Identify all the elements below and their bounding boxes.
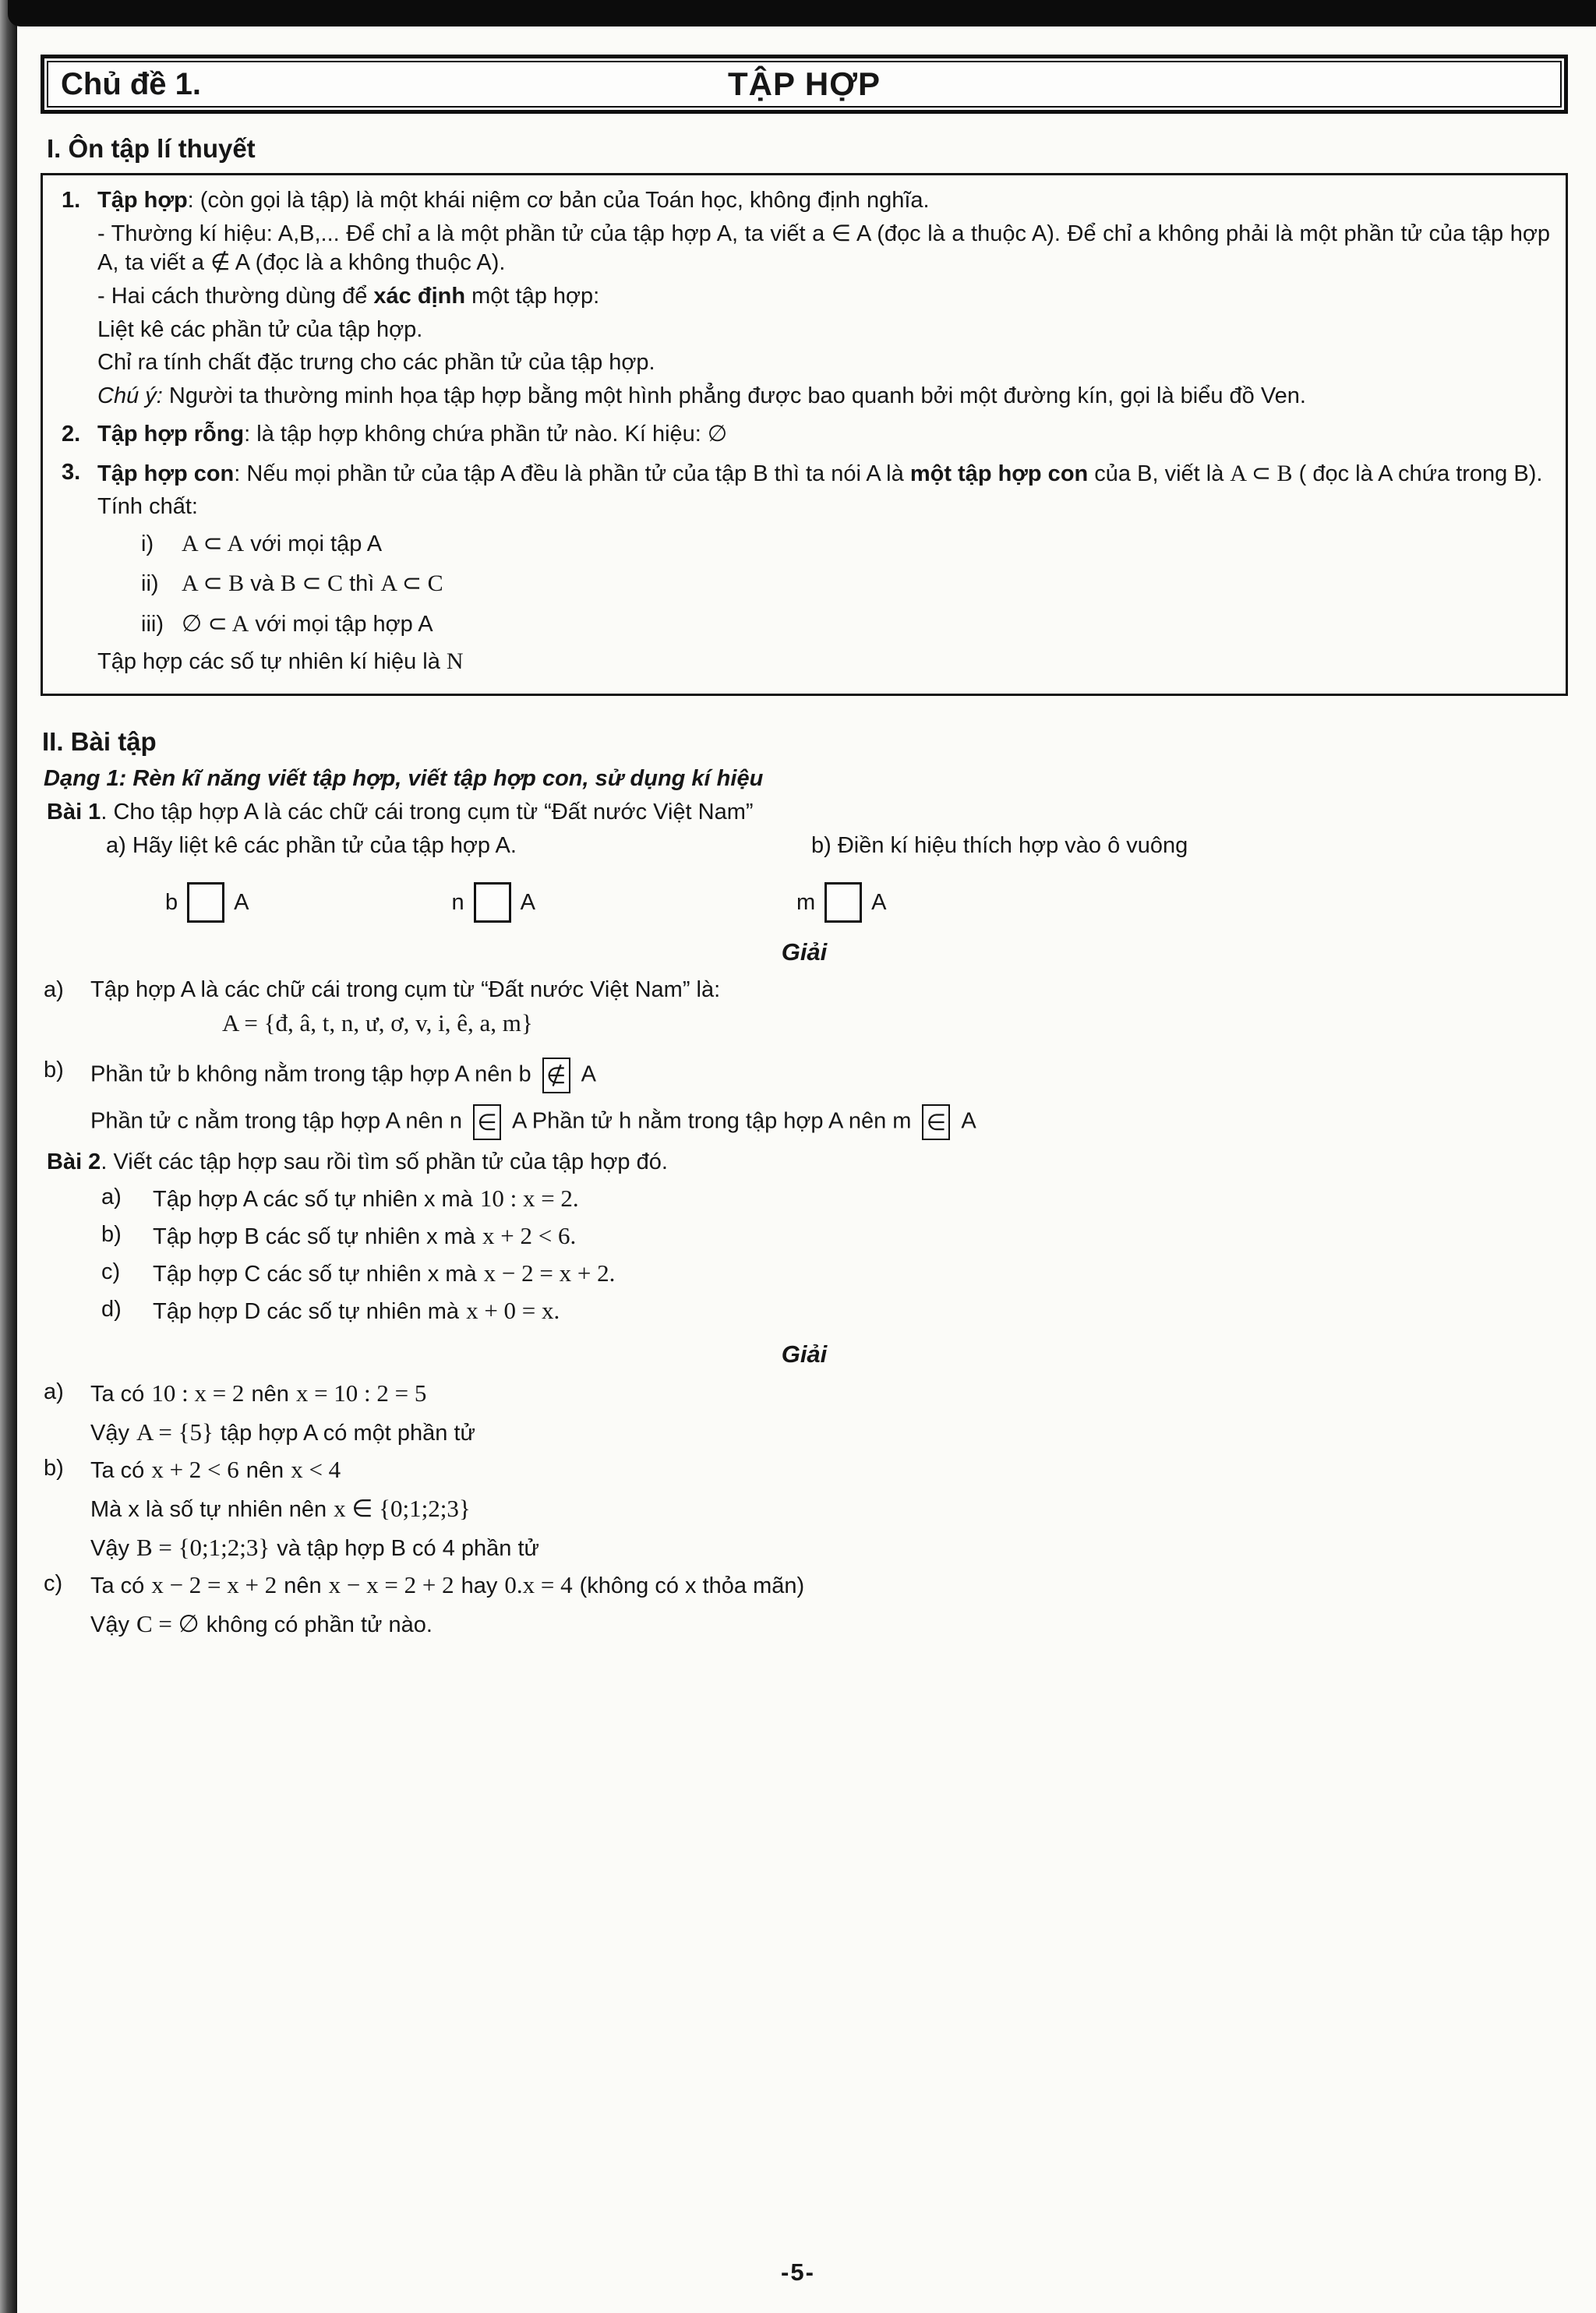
formula-seg: x − x = 2 + 2 <box>328 1571 454 1599</box>
prop-iii-math: ∅ ⊂ A <box>182 610 249 637</box>
ways-pre: - Hai cách thường dùng để <box>97 284 374 309</box>
bai2-item-b <box>101 1222 1568 1250</box>
text-seg: hay <box>461 1573 498 1599</box>
item1-def-text: : (còn gọi là tập) là một khái niệm cơ bản của Toán học, không định nghĩa. <box>187 188 930 213</box>
bai1-label: Bài 1 <box>47 800 101 825</box>
item2-number: 2. <box>62 421 81 447</box>
prop-i-text: với mọi tập A <box>244 531 383 556</box>
text-seg: nên <box>284 1573 322 1599</box>
note-label: Chú ý: <box>97 383 163 409</box>
page-number: -5- <box>781 2258 815 2286</box>
fill-in-row <box>41 882 1568 923</box>
prop-ii-math3: A ⊂ C <box>380 570 443 597</box>
closing-math: N <box>446 648 464 675</box>
page-binding-edge <box>0 0 17 2313</box>
fill-group-m <box>796 882 887 923</box>
element-symbol-box: ∈ <box>922 1104 950 1140</box>
formula-seg: x < 4 <box>291 1456 341 1484</box>
section2-heading: II. Bài tập <box>42 727 157 757</box>
formula-seg: C = ∅ <box>136 1610 200 1638</box>
bai2-statement <box>47 1149 1568 1175</box>
text-seg: Vậy <box>90 1536 129 1562</box>
item3-def-bold: một tập hợp con <box>909 461 1089 486</box>
dang1-heading: Dạng 1: Rèn kĩ năng viết tập hợp, viết tập hợp con, sử dụng kí hiệu <box>44 766 764 792</box>
text-seg: (không có x thỏa mãn) <box>579 1573 805 1599</box>
properties-list <box>141 526 1550 643</box>
sol2-c-label: c) <box>44 1571 63 1597</box>
item-formula: x − 2 = x + 2. <box>483 1259 616 1287</box>
section1-heading: I. Ôn tập lí thuyết <box>47 134 256 163</box>
scan-top-edge <box>8 0 1596 26</box>
set-a-elements: A = {đ, â, t, n, ư, ơ, v, i, ê, a, m} <box>222 1009 533 1037</box>
bai2-solution-a <box>41 1379 1568 1446</box>
sol-b2-pre: Phần tử c nằm trong tập hợp A nên n <box>90 1108 462 1134</box>
bai2-solution-c <box>41 1571 1568 1638</box>
section2 <box>41 727 1568 1638</box>
chapter-title-box <box>41 55 1568 114</box>
sol2-c-body <box>90 1571 1568 1638</box>
item2-body <box>97 420 1550 454</box>
item-text-part: Tập hợp D các số tự nhiên mà <box>153 1299 460 1325</box>
sol2-a-body <box>90 1379 1568 1446</box>
empty-symbol-box[interactable] <box>187 882 224 923</box>
ways-post: một tập hợp: <box>465 284 600 309</box>
property-iii <box>141 606 1550 643</box>
sol-b-line1 <box>90 1058 1568 1093</box>
formula-seg: x − 2 = x + 2 <box>151 1571 277 1599</box>
prop-ii-math1: A ⊂ B <box>182 570 245 597</box>
formula-seg: x + 2 < 6 <box>151 1456 239 1484</box>
item1-way2: Chỉ ra tính chất đặc trưng cho các phần tử của tập hợp. <box>97 350 655 376</box>
bai2-text: . Viết các tập hợp sau rồi tìm số phần tử của tập hợp đó. <box>101 1149 668 1175</box>
prop-ii-text1: và <box>244 571 281 597</box>
sol2-a-line2 <box>90 1418 1568 1446</box>
item3-body <box>97 458 1550 682</box>
fill-set: A <box>520 889 535 915</box>
item-text <box>153 1222 583 1250</box>
giai-heading-2: Giải <box>781 1340 828 1368</box>
bai2-label: Bài 2 <box>47 1149 101 1175</box>
item3-number: 3. <box>62 459 81 485</box>
item2-definition <box>97 420 1550 450</box>
sol2-b-line2 <box>90 1495 1568 1523</box>
theory-box <box>41 173 1568 696</box>
text-seg: Ta có <box>90 1458 145 1484</box>
bai1-solution-a <box>41 977 1568 1048</box>
element-symbol-box: ∈ <box>473 1104 501 1140</box>
text-seg: Ta có <box>90 1573 145 1599</box>
item-text-part: Tập hợp B các số tự nhiên x mà <box>153 1224 476 1250</box>
item3-definition <box>97 458 1550 489</box>
prop-iii-num: iii) <box>141 611 164 637</box>
text-seg: tập hợp A có một phần tử <box>220 1421 475 1446</box>
item3-def-pre: : Nếu mọi phần tử của tập A đều là phần tử của tập B thì ta nói A là <box>234 461 910 486</box>
item-formula: 10 : x = 2. <box>479 1185 579 1213</box>
sol-a-body <box>90 977 1568 1048</box>
item-letter: d) <box>101 1297 122 1322</box>
prop-i-math: A ⊂ A <box>182 530 245 556</box>
item3-term: Tập hợp con <box>97 461 235 486</box>
item2-term: Tập hợp rỗng <box>97 421 245 447</box>
sol-b2-post: A <box>961 1108 976 1134</box>
sol2-a-line1 <box>90 1379 1568 1407</box>
sol-a-label: a) <box>44 977 64 1003</box>
text-seg: nên <box>251 1382 289 1407</box>
chapter-title-inner <box>47 61 1562 108</box>
empty-symbol-box[interactable] <box>824 882 862 923</box>
item-text <box>153 1185 586 1213</box>
prop-i-num: i) <box>141 531 154 556</box>
item3-def-post: ( đọc là A chứa trong B). <box>1292 461 1543 486</box>
item2-def-text: : là tập hợp không chứa phần tử nào. Kí hiệu: ∅ <box>244 421 728 447</box>
ways-bold: xác định <box>373 284 466 309</box>
sol2-a-label: a) <box>44 1379 64 1405</box>
sol-b2-mid: A Phần tử h nằm trong tập hợp A nên m <box>511 1108 912 1134</box>
text-seg: Mà x là số tự nhiên nên <box>90 1497 327 1523</box>
formula-seg: x ∈ {0;1;2;3} <box>334 1495 471 1523</box>
bai1-text: . Cho tập hợp A là các chữ cái trong cụm từ “Đất nước Việt Nam” <box>101 800 754 825</box>
item-formula: x + 0 = x. <box>466 1297 560 1325</box>
fill-letter: n <box>451 889 464 915</box>
bai1-statement <box>47 800 1568 825</box>
item-letter: c) <box>101 1259 121 1285</box>
formula-seg: 0.x = 4 <box>504 1571 573 1599</box>
bai1-part-a: a) Hãy liệt kê các phần tử của tập hợp A. <box>106 833 517 859</box>
page-title: TẬP HỢP <box>727 65 881 102</box>
item1-body <box>97 186 1550 415</box>
item-text-part: Tập hợp A các số tự nhiên x mà <box>153 1187 473 1213</box>
property-i <box>141 526 1550 563</box>
bai1-part-b: b) Điền kí hiệu thích hợp vào ô vuông <box>811 833 1188 859</box>
sol-a-text: Tập hợp A là các chữ cái trong cụm từ “Đất nước Việt Nam” là: <box>90 977 721 1003</box>
sol-b-pre: Phần tử b không nằm trong tập hợp A nên b <box>90 1061 531 1087</box>
page-content <box>41 55 1568 1647</box>
formula-seg: 10 : x = 2 <box>151 1379 245 1407</box>
text-seg: và tập hợp B có 4 phần tử <box>277 1536 539 1562</box>
closing-text: Tập hợp các số tự nhiên kí hiệu là <box>97 649 447 675</box>
theory-item-2 <box>54 420 1550 454</box>
item1-definition <box>97 186 1550 216</box>
bai1-parts <box>106 833 1568 859</box>
theory-item-3 <box>54 458 1550 682</box>
text-seg: không có phần tử nào. <box>206 1612 433 1638</box>
item3-def-math: A ⊂ B <box>1230 460 1293 486</box>
item-text <box>153 1259 622 1287</box>
formula-seg: B = {0;1;2;3} <box>136 1534 270 1562</box>
item3-def-mid: của B, viết là <box>1088 461 1231 486</box>
prop-ii-num: ii) <box>141 571 159 597</box>
fill-group-n <box>451 882 535 923</box>
item-formula: x + 2 < 6. <box>482 1222 577 1250</box>
item1-note <box>97 382 1550 411</box>
bai2-item-c <box>101 1259 1568 1287</box>
sol2-c-line1 <box>90 1571 1568 1599</box>
sol2-b-label: b) <box>44 1456 64 1481</box>
text-seg: nên <box>245 1458 284 1484</box>
props-label: Tính chất: <box>97 494 198 520</box>
note-text: Người ta thường minh họa tập hợp bằng một hình phẳng được bao quanh bởi một đường kín, gọi là biểu đồ Ven. <box>162 383 1306 409</box>
sol-b-line2 <box>90 1104 1568 1140</box>
sol2-b-line1 <box>90 1456 1568 1484</box>
text-seg: Vậy <box>90 1421 129 1446</box>
sol-b-post: A <box>581 1061 597 1087</box>
item-text-part: Tập hợp C các số tự nhiên x mà <box>153 1262 477 1287</box>
chapter-label: Chủ đề 1. <box>61 66 202 101</box>
item1-number: 1. <box>62 188 81 213</box>
item-letter: b) <box>101 1222 122 1248</box>
fill-letter: b <box>165 889 178 915</box>
bai2-solution-b <box>41 1456 1568 1562</box>
sol-b-body <box>90 1058 1568 1140</box>
sol2-c-line2 <box>90 1610 1568 1638</box>
prop-ii-text2: thì <box>343 571 381 597</box>
item1-term: Tập hợp <box>97 188 188 213</box>
empty-symbol-box[interactable] <box>474 882 511 923</box>
fill-letter: m <box>796 889 816 915</box>
fill-set: A <box>234 889 249 915</box>
sol2-b-body <box>90 1456 1568 1562</box>
sol-b-label: b) <box>44 1058 64 1083</box>
property-ii <box>141 566 1550 602</box>
text-seg: Vậy <box>90 1612 129 1638</box>
natural-numbers-note <box>97 646 1550 677</box>
bai2-item-d <box>101 1297 1568 1325</box>
item1-ways <box>97 282 1550 312</box>
formula-seg: A = {5} <box>136 1418 214 1446</box>
prop-ii-math2: B ⊂ C <box>280 570 344 597</box>
bai2-item-a <box>101 1185 1568 1213</box>
prop-iii-text: với mọi tập hợp A <box>249 611 433 637</box>
item1-notation: - Thường kí hiệu: A,B,... Để chỉ a là một phần tử của tập hợp A, ta viết a ∈ A (đọc là a thuộc A). Để chỉ a không phải là một phần tử của tập hợp A, ta viết a ∉ A (đọc là a không thuộc A). <box>97 221 1550 276</box>
giai-heading-1: Giải <box>781 938 828 966</box>
item-text <box>153 1297 567 1325</box>
fill-set: A <box>871 889 887 915</box>
not-element-symbol-box: ∉ <box>542 1058 570 1093</box>
bai1-solution-b <box>41 1058 1568 1140</box>
fill-group-b <box>165 882 249 923</box>
item1-way1: Liệt kê các phần tử của tập hợp. <box>97 316 423 342</box>
item-letter: a) <box>101 1185 122 1210</box>
theory-item-1 <box>54 186 1550 415</box>
text-seg: Ta có <box>90 1382 145 1407</box>
formula-seg: x = 10 : 2 = 5 <box>295 1379 427 1407</box>
sol2-b-line3 <box>90 1534 1568 1562</box>
